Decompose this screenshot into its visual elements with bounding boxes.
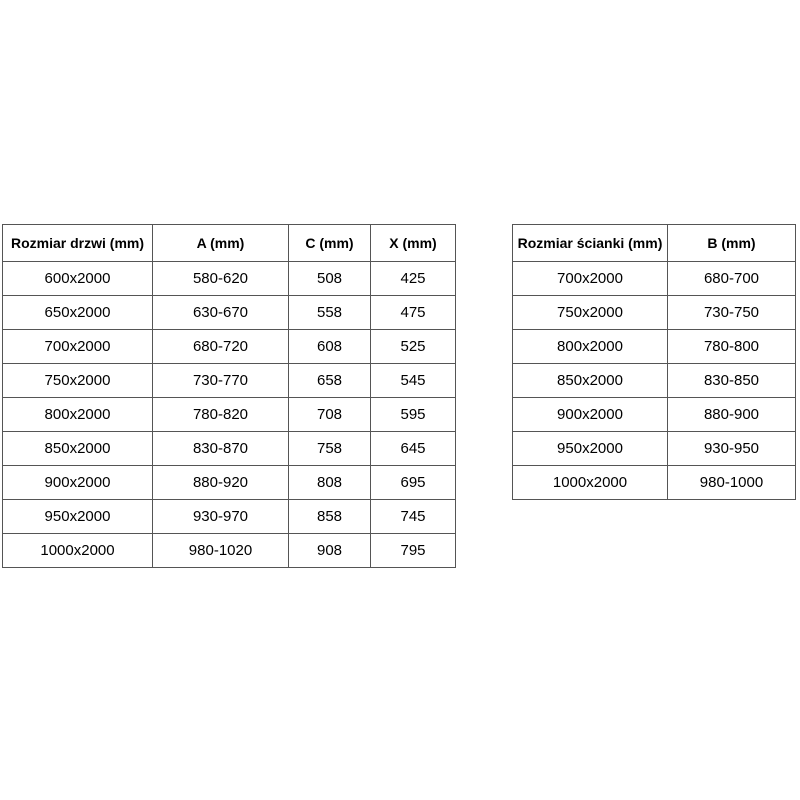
table-cell: 930-950 bbox=[668, 432, 796, 466]
table-cell: 750x2000 bbox=[513, 296, 668, 330]
table-cell: 745 bbox=[371, 500, 456, 534]
table-cell: 730-770 bbox=[153, 364, 289, 398]
table-cell: 980-1020 bbox=[153, 534, 289, 568]
table-row bbox=[513, 262, 796, 296]
header-row bbox=[3, 225, 456, 262]
table-cell: 780-820 bbox=[153, 398, 289, 432]
table-cell: 850x2000 bbox=[3, 432, 153, 466]
wall-table-body bbox=[513, 262, 796, 500]
wall-dimensions-table bbox=[512, 224, 796, 500]
table-cell: 880-920 bbox=[153, 466, 289, 500]
table-cell: 475 bbox=[371, 296, 456, 330]
table-row bbox=[513, 364, 796, 398]
column-header: A (mm) bbox=[153, 225, 289, 262]
table-cell: 545 bbox=[371, 364, 456, 398]
table-cell: 558 bbox=[289, 296, 371, 330]
table-cell: 658 bbox=[289, 364, 371, 398]
table-cell: 758 bbox=[289, 432, 371, 466]
table-cell: 900x2000 bbox=[3, 466, 153, 500]
table-cell: 950x2000 bbox=[513, 432, 668, 466]
table-cell: 880-900 bbox=[668, 398, 796, 432]
table-cell: 650x2000 bbox=[3, 296, 153, 330]
table-cell: 630-670 bbox=[153, 296, 289, 330]
table-row bbox=[3, 432, 456, 466]
table-row bbox=[3, 466, 456, 500]
column-header: X (mm) bbox=[371, 225, 456, 262]
table-cell: 1000x2000 bbox=[513, 466, 668, 500]
table-cell: 795 bbox=[371, 534, 456, 568]
table-cell: 850x2000 bbox=[513, 364, 668, 398]
header-row bbox=[513, 225, 796, 262]
table-cell: 908 bbox=[289, 534, 371, 568]
table-cell: 1000x2000 bbox=[3, 534, 153, 568]
table-cell: 830-850 bbox=[668, 364, 796, 398]
table-cell: 600x2000 bbox=[3, 262, 153, 296]
table-row bbox=[3, 330, 456, 364]
column-header: C (mm) bbox=[289, 225, 371, 262]
table-cell: 800x2000 bbox=[3, 398, 153, 432]
table-row bbox=[513, 330, 796, 364]
table-row bbox=[513, 432, 796, 466]
table-cell: 580-620 bbox=[153, 262, 289, 296]
column-header: B (mm) bbox=[668, 225, 796, 262]
table-row bbox=[3, 296, 456, 330]
table-cell: 708 bbox=[289, 398, 371, 432]
table-cell: 980-1000 bbox=[668, 466, 796, 500]
door-table-body bbox=[3, 262, 456, 568]
column-header: Rozmiar ścianki (mm) bbox=[513, 225, 668, 262]
table-row bbox=[3, 262, 456, 296]
table-cell: 525 bbox=[371, 330, 456, 364]
table-cell: 800x2000 bbox=[513, 330, 668, 364]
table-cell: 700x2000 bbox=[3, 330, 153, 364]
table-cell: 680-720 bbox=[153, 330, 289, 364]
table-cell: 425 bbox=[371, 262, 456, 296]
table-cell: 680-700 bbox=[668, 262, 796, 296]
table-cell: 858 bbox=[289, 500, 371, 534]
table-cell: 808 bbox=[289, 466, 371, 500]
table-cell: 695 bbox=[371, 466, 456, 500]
table-row bbox=[513, 466, 796, 500]
table-cell: 900x2000 bbox=[513, 398, 668, 432]
table-row bbox=[3, 364, 456, 398]
table-row bbox=[3, 534, 456, 568]
column-header: Rozmiar drzwi (mm) bbox=[3, 225, 153, 262]
door-dimensions-table bbox=[2, 224, 456, 568]
table-cell: 830-870 bbox=[153, 432, 289, 466]
table-cell: 700x2000 bbox=[513, 262, 668, 296]
table-row bbox=[513, 398, 796, 432]
table-cell: 595 bbox=[371, 398, 456, 432]
table-cell: 750x2000 bbox=[3, 364, 153, 398]
table-cell: 508 bbox=[289, 262, 371, 296]
wall-table-header bbox=[513, 225, 796, 262]
table-cell: 780-800 bbox=[668, 330, 796, 364]
table-cell: 930-970 bbox=[153, 500, 289, 534]
table-cell: 730-750 bbox=[668, 296, 796, 330]
table-row bbox=[513, 296, 796, 330]
table-cell: 645 bbox=[371, 432, 456, 466]
table-cell: 950x2000 bbox=[3, 500, 153, 534]
table-cell: 608 bbox=[289, 330, 371, 364]
door-table-header bbox=[3, 225, 456, 262]
table-row bbox=[3, 398, 456, 432]
table-row bbox=[3, 500, 456, 534]
